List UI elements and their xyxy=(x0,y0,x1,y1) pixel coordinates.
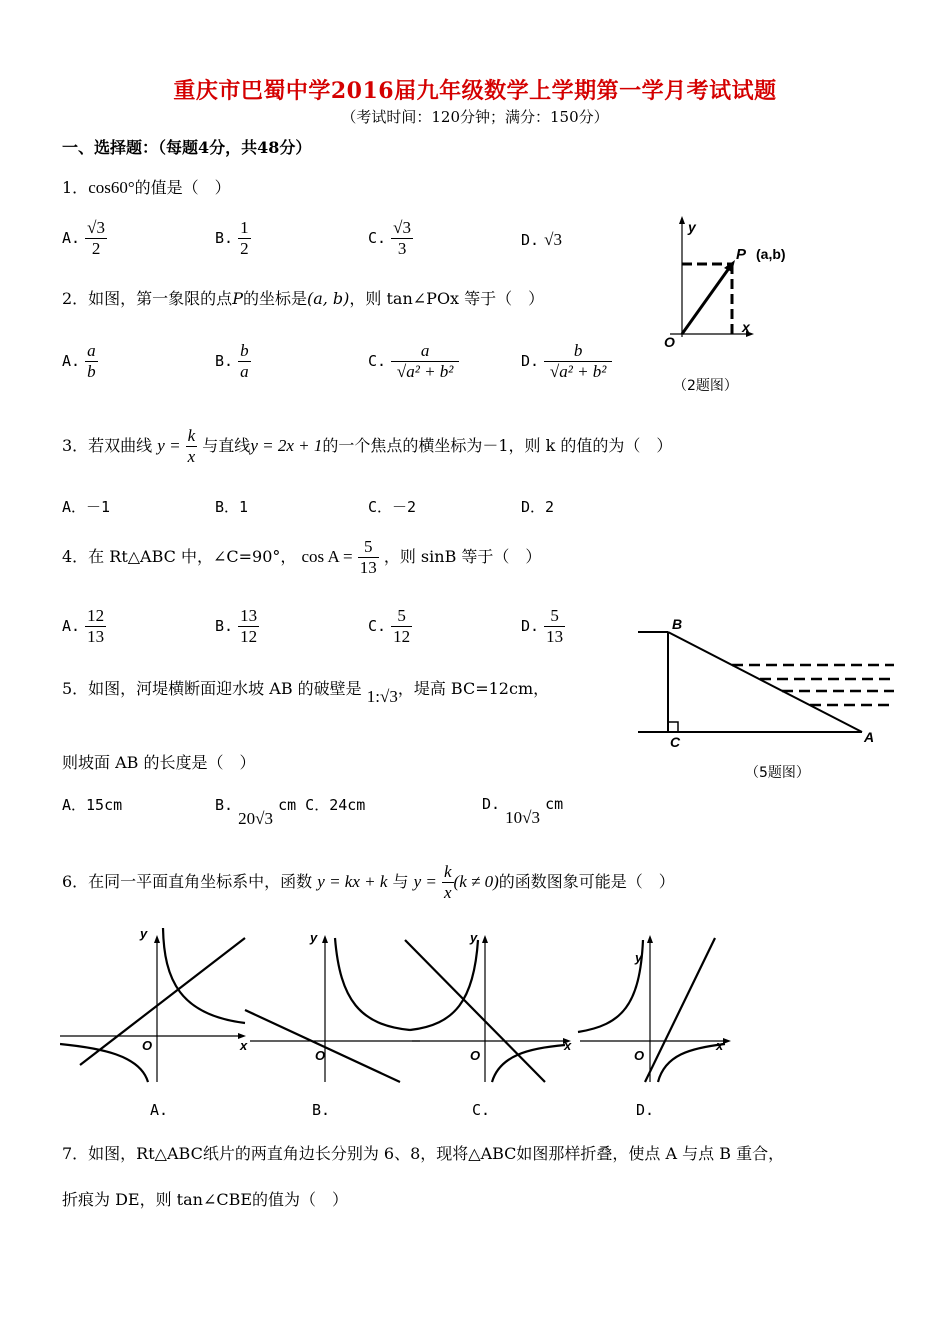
exam-info: （考试时间：120分钟；满分：150分） xyxy=(341,108,609,126)
question-5: 5．如图，河堤横断面迎水坡 AB 的破壁是 1:√3，堤高 BC=12cm， xyxy=(62,679,550,706)
q2-figure xyxy=(650,212,800,357)
q3-option-a: A．－1 xyxy=(62,498,111,516)
question-7-line1: 7．如图，Rt△ABC纸片的两直角边长分别为 6、8，现将△ABC如图那样折叠，使点 A 与点 B 重合， xyxy=(62,1144,785,1163)
question-6: 6．在同一平面直角坐标系中，函数 y = kx + k 与 y = $\frac{k}{x}$ (k ≠ 0)的函数图象可能是（ ） xyxy=(62,862,675,902)
question-2: 2．如图，第一象限的点P的坐标是(a, b)，则 tan∠POx 等于（ ） xyxy=(62,289,545,308)
graph-d xyxy=(578,935,731,1082)
q6-graphs xyxy=(60,920,740,1090)
q6-label-d: D. xyxy=(636,1101,655,1119)
svg-text:y: y xyxy=(635,950,643,965)
q2-fig-x-label: x xyxy=(742,319,750,335)
q2-fig-y-label: y xyxy=(688,219,696,235)
q4-option-c: C. $\frac{5}{12}$ xyxy=(368,606,411,646)
q1-option-a: A. $\frac{√3}{2}$ xyxy=(62,218,105,258)
graph-b xyxy=(245,930,420,1082)
graph-c xyxy=(405,930,572,1082)
q4-option-b: B. $\frac{13}{12}$ xyxy=(215,606,258,646)
q5-fig-b-label: B xyxy=(672,616,683,632)
q1-expr: cos60° xyxy=(88,178,135,197)
q2-caption: （2题图） xyxy=(673,378,738,394)
q2-fig-ab-label: (a,b) xyxy=(756,246,786,262)
q5-fig-c-label: C xyxy=(670,734,681,750)
q3-option-b: B．1 xyxy=(215,498,249,516)
question-4: 4．在 Rt△ABC 中，∠C=90°， cos A = $\frac{5}{13}$ ，则 sinB 等于（ ） xyxy=(62,537,542,577)
q4-option-d: D. $\frac{5}{13}$ xyxy=(521,606,564,646)
section-heading: 一、选择题：（每题4分，共48分） xyxy=(62,138,312,157)
q2-option-b: B. $\frac{b}{a}$ xyxy=(215,341,249,381)
q1-option-b: B. $\frac{1}{2}$ xyxy=(215,218,249,258)
svg-text:y: y xyxy=(470,930,478,945)
svg-text:x: x xyxy=(716,1038,724,1053)
svg-text:x: x xyxy=(240,1038,248,1053)
q1-stem: 的值是（ ） xyxy=(134,178,231,197)
q2-fig-p-label: P xyxy=(736,246,747,263)
q2-option-d: D. $\frac{b}{\text{√a² + b²}}$ xyxy=(521,341,612,382)
q6-label-a: A. xyxy=(150,1101,169,1119)
svg-text:O: O xyxy=(470,1048,481,1063)
q1-option-c: C. $\frac{√3}{3}$ xyxy=(368,218,411,258)
svg-text:O: O xyxy=(142,1038,153,1053)
q2-option-a: A. $\frac{a}{b}$ xyxy=(62,341,96,381)
q5-option-a: A．15cm xyxy=(62,796,123,814)
q5-figure xyxy=(632,612,897,752)
q6-label-c: C. xyxy=(472,1101,491,1119)
q5-fig-a-label: A xyxy=(864,729,875,745)
q5-option-b: B. 20√3 cm C．24cm xyxy=(215,796,366,828)
question-3: 3．若双曲线 y = $\frac{k}{x}$ 与直线y = 2x + 1的一个焦点的横坐标为－1，则 k 的值的为（ ） xyxy=(62,426,673,466)
q5-option-d: D. 10√3 cm xyxy=(482,795,564,827)
q6-label-b: B. xyxy=(312,1101,331,1119)
q1-number: 1． xyxy=(62,178,89,197)
q1-option-d: D. √3 xyxy=(521,230,562,249)
question-1 xyxy=(62,175,231,198)
svg-text:O: O xyxy=(634,1048,645,1063)
svg-text:O: O xyxy=(315,1048,326,1063)
svg-text:y: y xyxy=(310,930,318,945)
page-title: 重庆市巴蜀中学2016届九年级数学上学期第一学月考试试题 xyxy=(173,78,777,104)
q5-line2: 则坡面 AB 的长度是（ ） xyxy=(62,753,256,772)
q2-option-c: C. $\frac{a}{\text{√a² + b²}}$ xyxy=(368,341,459,382)
question-7-line2: 折痕为 DE，则 tan∠CBE的值为（ ） xyxy=(62,1190,349,1209)
q2-fig-origin-label: O xyxy=(664,334,675,350)
graph-a xyxy=(60,926,248,1082)
q3-option-d: D．2 xyxy=(521,498,555,516)
svg-text:y: y xyxy=(140,926,148,941)
q5-caption: （5题图） xyxy=(745,765,810,781)
q3-option-c: C．－2 xyxy=(368,498,417,516)
q4-option-a: A. $\frac{12}{13}$ xyxy=(62,606,105,646)
svg-text:x: x xyxy=(564,1038,572,1053)
